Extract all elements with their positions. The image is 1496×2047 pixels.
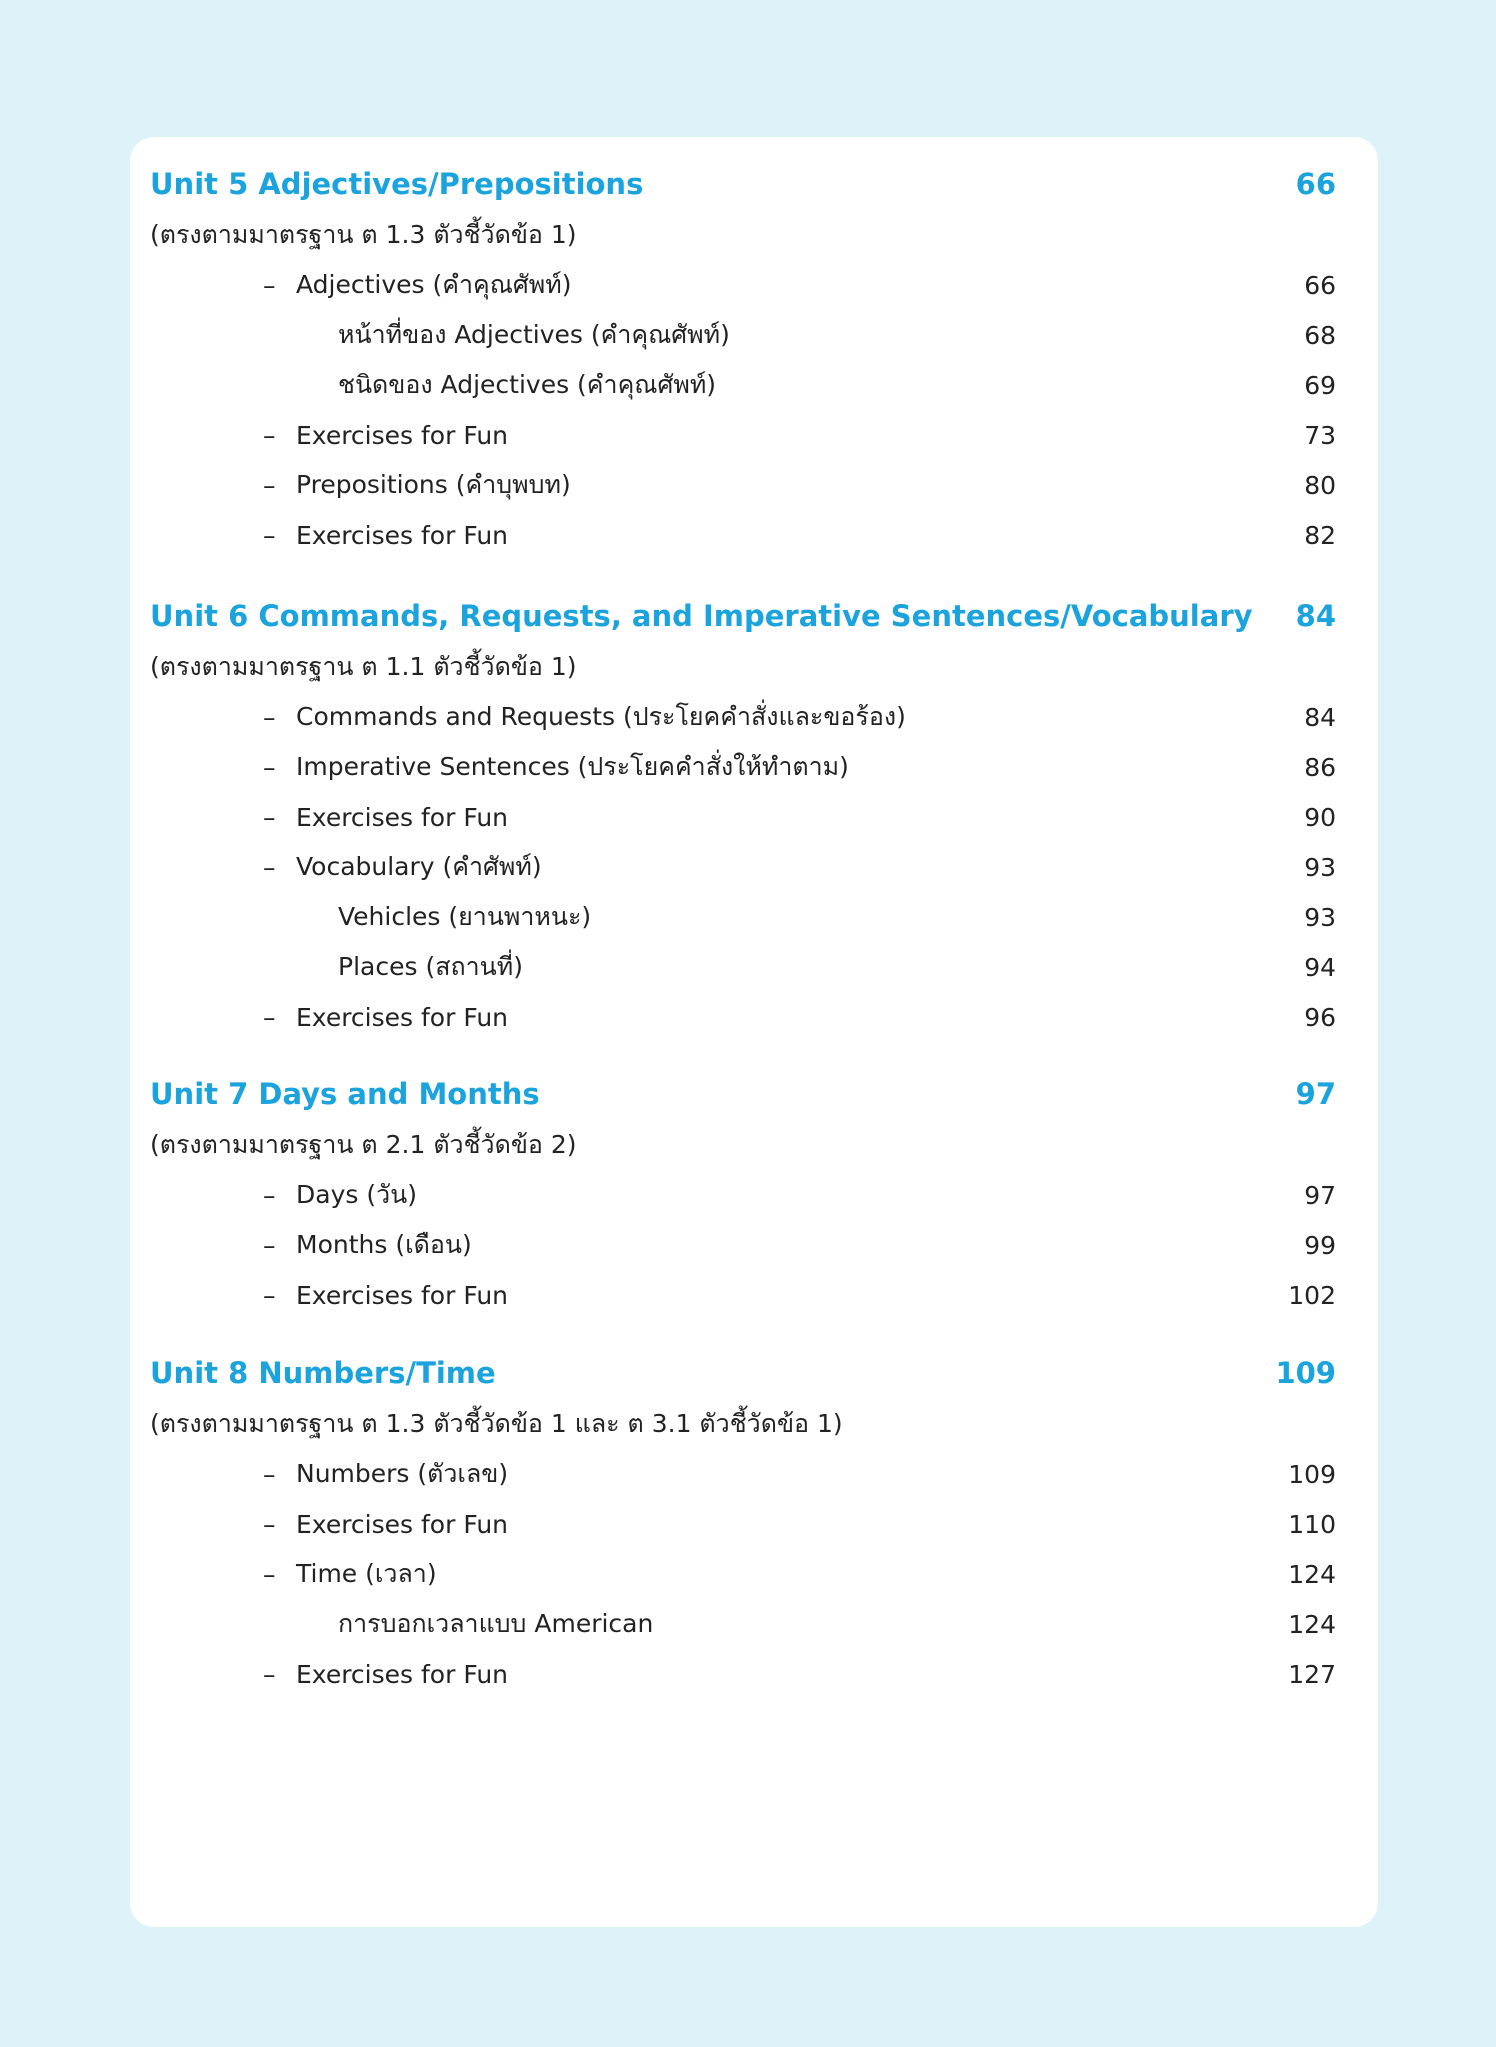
toc-entry[interactable] (150, 1270, 1336, 1320)
unit-6 (150, 590, 1336, 1042)
toc-entry-label: Days (วัน) (296, 1180, 417, 1209)
toc-entry[interactable] (150, 360, 1336, 410)
toc-entry[interactable] (150, 1499, 1336, 1549)
toc-entry-page: 127 (1288, 1659, 1336, 1689)
toc-entry-label: Vehicles (ยานพาหนะ) (338, 902, 592, 931)
toc-entry-label-group (150, 1454, 508, 1494)
unit-standard: (ตรงตามมาตรฐาน ต 1.3 ตัวชี้วัดข้อ 1) (150, 220, 577, 249)
unit-page-number: 84 (1295, 599, 1336, 633)
toc-entry-page: 86 (1304, 752, 1336, 782)
toc-entry[interactable] (150, 1220, 1336, 1270)
dash-bullet: – (263, 470, 276, 500)
toc-entry-label-group (150, 421, 508, 450)
toc-entry-label-group (150, 365, 716, 405)
toc-entry-label-group (150, 803, 508, 832)
toc-entry-label-group (150, 947, 523, 987)
toc-entry[interactable] (150, 260, 1336, 310)
toc-entry[interactable] (150, 460, 1336, 510)
unit-title: Unit 5 Adjectives/Prepositions (150, 167, 644, 201)
dash-bullet: – (263, 852, 276, 882)
dash-bullet: – (263, 1002, 276, 1032)
dash-bullet: – (263, 520, 276, 550)
toc-entry-label-group (150, 315, 730, 355)
toc-entry-page: 97 (1304, 1180, 1336, 1210)
toc-entry-label: Numbers (ตัวเลข) (296, 1459, 509, 1488)
unit-standard: (ตรงตามมาตรฐาน ต 1.1 ตัวชี้วัดข้อ 1) (150, 652, 577, 681)
toc-entry-label: Imperative Sentences (ประโยคคำสั่งให้ทำตาม) (296, 752, 849, 781)
toc-entry-label-group (150, 465, 571, 505)
unit-5 (150, 158, 1336, 560)
unit-standard: (ตรงตามมาตรฐาน ต 2.1 ตัวชี้วัดข้อ 2) (150, 1130, 577, 1159)
entry-list (150, 1170, 1336, 1320)
toc-entry-label-group (150, 1660, 508, 1689)
toc-entry-label: หน้าที่ของ Adjectives (คำคุณศัพท์) (338, 320, 730, 349)
toc-entry-label-group (150, 847, 542, 887)
toc-entry-label-group (150, 747, 849, 787)
entry-list (150, 260, 1336, 560)
toc-entry-label-group (150, 265, 572, 305)
toc-entry-page: 124 (1288, 1559, 1336, 1589)
dash-bullet: – (263, 420, 276, 450)
toc-entry-page: 93 (1304, 852, 1336, 882)
toc-entry[interactable] (150, 410, 1336, 460)
toc-entry[interactable] (150, 1449, 1336, 1499)
toc-entry-page: 124 (1288, 1609, 1336, 1639)
entry-list (150, 692, 1336, 1042)
toc-entry-label: ชนิดของ Adjectives (คำคุณศัพท์) (338, 370, 717, 399)
unit-standard: (ตรงตามมาตรฐาน ต 1.3 ตัวชี้วัดข้อ 1 และ ต 3.1 ตัวชี้วัดข้อ 1) (150, 1409, 843, 1438)
unit-title: Unit 7 Days and Months (150, 1077, 540, 1111)
toc-entry-page: 84 (1304, 702, 1336, 732)
toc-entry[interactable] (150, 842, 1336, 892)
toc-entry-label: Months (เดือน) (296, 1230, 472, 1259)
unit-heading[interactable] (150, 158, 1336, 210)
toc-entry-label-group (150, 1175, 417, 1215)
unit-heading[interactable] (150, 1068, 1336, 1120)
dash-bullet: – (263, 1280, 276, 1310)
unit-8 (150, 1347, 1336, 1699)
toc-entry-page: 68 (1304, 320, 1336, 350)
toc-entry-label: Places (สถานที่) (338, 952, 523, 981)
dash-bullet: – (263, 270, 276, 300)
toc-entry-label-group (150, 521, 508, 550)
toc-entry[interactable] (150, 1549, 1336, 1599)
toc-entry-label: Exercises for Fun (296, 520, 509, 550)
toc-entry[interactable] (150, 1649, 1336, 1699)
toc-entry[interactable] (150, 310, 1336, 360)
dash-bullet: – (263, 702, 276, 732)
toc-entry[interactable] (150, 1170, 1336, 1220)
toc-entry-label: Exercises for Fun (296, 1280, 509, 1310)
toc-entry[interactable] (150, 992, 1336, 1042)
dash-bullet: – (263, 1180, 276, 1210)
toc-entry-page: 110 (1288, 1509, 1336, 1539)
toc-entry[interactable] (150, 892, 1336, 942)
dash-bullet: – (263, 1230, 276, 1260)
toc-entry-page: 69 (1304, 370, 1336, 400)
unit-7 (150, 1068, 1336, 1320)
toc-entry-label-group (150, 1604, 653, 1644)
toc-entry-page: 66 (1304, 270, 1336, 300)
toc-entry[interactable] (150, 792, 1336, 842)
toc-entry-label-group (150, 1225, 472, 1265)
toc-entry-label: Exercises for Fun (296, 1002, 509, 1032)
toc-entry[interactable] (150, 510, 1336, 560)
toc-entry-label: Exercises for Fun (296, 1659, 509, 1689)
toc-entry-page: 94 (1304, 952, 1336, 982)
toc-entry-label-group (150, 697, 906, 737)
unit-page-number: 109 (1275, 1356, 1336, 1390)
toc-entry-label-group (150, 1510, 508, 1539)
toc-entry-label: Adjectives (คำคุณศัพท์) (296, 270, 572, 299)
dash-bullet: – (263, 1659, 276, 1689)
toc-entry-label-group (150, 1281, 508, 1310)
dash-bullet: – (263, 752, 276, 782)
dash-bullet: – (263, 1559, 276, 1589)
toc-entry-page: 99 (1304, 1230, 1336, 1260)
toc-entry-label-group (150, 1003, 508, 1032)
toc-entry-label: Exercises for Fun (296, 420, 509, 450)
dash-bullet: – (263, 802, 276, 832)
toc-entry[interactable] (150, 942, 1336, 992)
toc-entry-label: Prepositions (คำบุพบท) (296, 470, 571, 499)
toc-entry-page: 93 (1304, 902, 1336, 932)
toc-entry-page: 109 (1288, 1459, 1336, 1489)
toc-entry-label: Vocabulary (คำศัพท์) (296, 852, 542, 881)
toc-entry-label: การบอกเวลาแบบ American (338, 1609, 654, 1638)
toc-entry-page: 82 (1304, 520, 1336, 550)
toc-entry-label: Exercises for Fun (296, 1509, 509, 1539)
toc-entry-page: 80 (1304, 470, 1336, 500)
unit-page-number: 97 (1295, 1077, 1336, 1111)
toc-entry-label-group (150, 1554, 437, 1594)
toc-entry[interactable] (150, 1599, 1336, 1649)
unit-title: Unit 8 Numbers/Time (150, 1356, 496, 1390)
dash-bullet: – (263, 1459, 276, 1489)
toc-entry[interactable] (150, 742, 1336, 792)
unit-title: Unit 6 Commands, Requests, and Imperative Sentences/Vocabulary (150, 599, 1253, 633)
toc-entry-label: Time (เวลา) (296, 1559, 437, 1588)
toc-entry-page: 96 (1304, 1002, 1336, 1032)
toc-entry-page: 73 (1304, 420, 1336, 450)
toc-entry-page: 90 (1304, 802, 1336, 832)
toc-entry[interactable] (150, 692, 1336, 742)
toc-entry-label: Exercises for Fun (296, 802, 509, 832)
unit-heading[interactable] (150, 1347, 1336, 1399)
toc-entry-page: 102 (1288, 1280, 1336, 1310)
toc-entry-label: Commands and Requests (ประโยคคำสั่งและขอร้อง) (296, 702, 906, 731)
unit-heading[interactable] (150, 590, 1336, 642)
entry-list (150, 1449, 1336, 1699)
toc-entry-label-group (150, 897, 591, 937)
unit-page-number: 66 (1295, 167, 1336, 201)
dash-bullet: – (263, 1509, 276, 1539)
